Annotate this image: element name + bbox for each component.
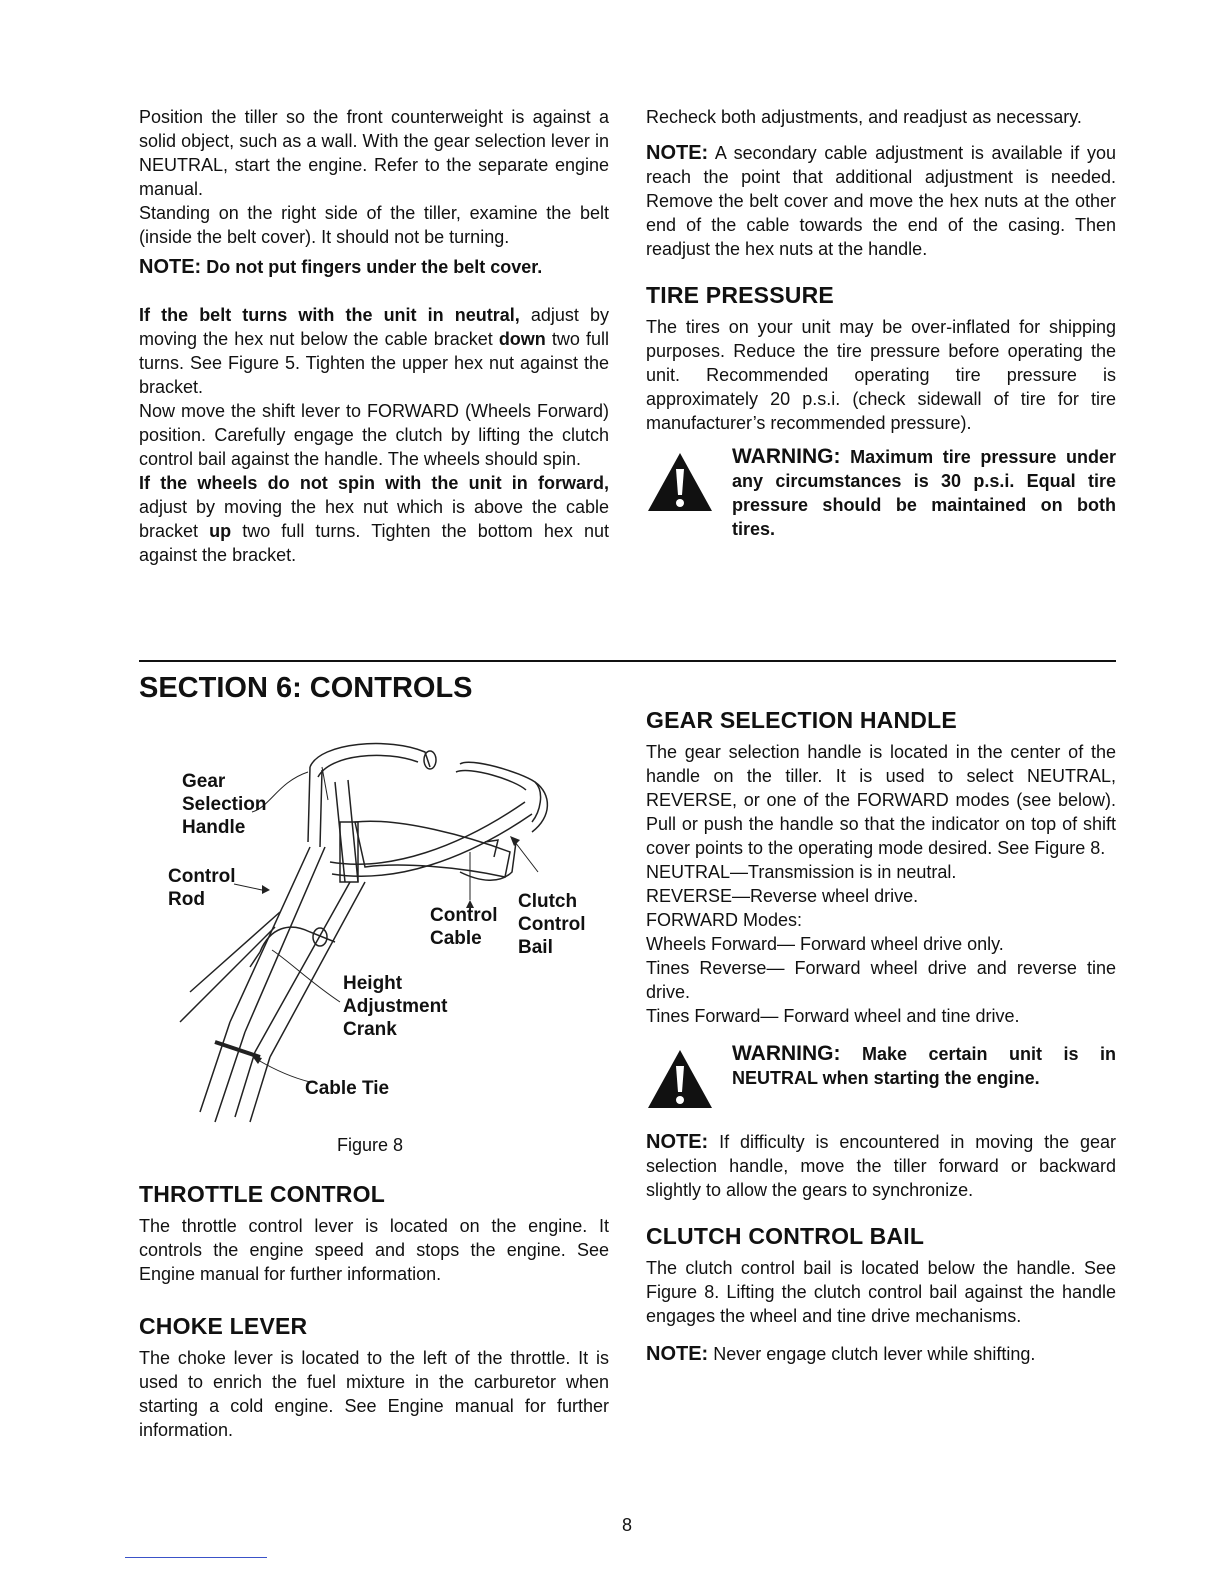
mode-tines-forward: Tines Forward— Forward wheel and tine drive. (646, 1006, 1020, 1026)
label-control-rod (168, 865, 236, 911)
label-control-cable (430, 904, 498, 950)
heading-throttle-control: THROTTLE CONTROL (139, 1181, 385, 1207)
warning-triangle-icon (646, 451, 714, 513)
paragraph-choke: The choke lever is located to the left of the throttle. It is used to enrich the fuel mixture in the carburetor when starting a cold engine. See Engine manual for further information. (139, 1348, 609, 1440)
note-synchronize (646, 1130, 1116, 1202)
paragraph-clutch: The clutch control bail is located below the handle. See Figure 8. Lifting the clutch control bail against the handle engages the wheel and tine drive mechanisms. (646, 1258, 1116, 1326)
note-label: NOTE: (139, 256, 202, 278)
footer-line (125, 1557, 267, 1558)
page-number: 8 (622, 1515, 633, 1535)
note-clutch-shifting (646, 1342, 1116, 1366)
paragraph-standing-right-side: Standing on the right side of the tiller, examine the belt (inside the belt cover). It should not be turning. (139, 203, 609, 247)
mode-reverse: REVERSE—Reverse wheel drive. (646, 886, 919, 906)
label-line: Cable (430, 928, 482, 949)
paragraph-tire-pressure: The tires on your unit may be over-inflated for shipping purposes. Reduce the tire pressure before operating the unit. Recommended operating tire pressure is approximately 20 p.s.i. (check sidewall of tire for tire manufacturer’s recommended pressure). (646, 317, 1116, 433)
label-line: Clutch (518, 891, 578, 912)
label-line: Control (518, 914, 586, 935)
note-label: NOTE: (646, 142, 709, 164)
paragraph-shift-forward: Now move the shift lever to FORWARD (Wheels Forward) position. Carefully engage the clutch by lifting the clutch control bail against the handle. The wheels should spin. (139, 401, 609, 469)
note-text: Never engage clutch lever while shifting. (708, 1344, 1036, 1364)
paragraph-gear-selection: The gear selection handle is located in the center of the handle on the tiller. It is used to select NEUTRAL, REVERSE, or one of the FORWARD modes (see below). Pull or push the handle so that the indicator on top of shift cover points to the operating mode desired. See Figure 8. (646, 742, 1116, 858)
text-part: two full turns. See Figure 5. Tighten the upper hex nut against the bracket. (139, 329, 609, 397)
note-text: If difficulty is encountered in moving the gear selection handle, move the tiller forward or backward slightly to allow the gears to synchronize. (646, 1132, 1116, 1200)
label-line: Handle (182, 817, 246, 838)
label-line: Adjustment (343, 996, 448, 1017)
label-line: Control (168, 866, 236, 887)
heading-choke-lever: CHOKE LEVER (139, 1313, 308, 1339)
mode-wheels-forward: Wheels Forward— Forward wheel drive only. (646, 934, 1004, 954)
bold-word: up (209, 521, 232, 541)
label-height-adjustment-crank (343, 972, 448, 1041)
note-fingers (139, 255, 609, 279)
warning-text (732, 1042, 1116, 1090)
left-top-column (139, 105, 609, 567)
warning-text (732, 445, 1116, 541)
paragraph-throttle: The throttle control lever is located on the engine. It controls the engine speed and stops the engine. See Engine manual for further information. (139, 1216, 609, 1284)
label-line: Selection (182, 794, 267, 815)
right-bottom-column (646, 708, 1116, 1366)
warning-label: WARNING: (732, 445, 841, 468)
text-part: adjust by moving the hex nut which is above the cable bracket (139, 497, 609, 541)
text-part: two full turns. Tighten the bottom hex nut against the bracket. (139, 521, 610, 565)
note-label: NOTE: (646, 1343, 709, 1365)
warning-triangle-icon (646, 1048, 714, 1110)
warning-body: Make certain unit is in NEUTRAL when starting the engine. (732, 1044, 1116, 1088)
label-line: Bail (518, 937, 553, 958)
bold-lead: If the wheels do not spin with the unit in forward, (139, 473, 609, 493)
label-line: Height (343, 973, 403, 994)
note-label: NOTE: (646, 1131, 709, 1153)
section-title: SECTION 6: CONTROLS (139, 672, 473, 704)
warning-tire-pressure (646, 445, 1116, 541)
note-text: A secondary cable adjustment is available if you reach the point that additional adjustment is needed. Remove the belt cover and move the hex nuts at the other end of the cable towards the end of the casing. Then readjust the hex nuts at the handle. (646, 143, 1116, 259)
label-line: Crank (343, 1019, 397, 1040)
label-clutch-control-bail (518, 890, 586, 959)
label-cable-tie: Cable Tie (305, 1078, 390, 1099)
figure-caption: Figure 8 (337, 1135, 404, 1155)
heading-clutch-control-bail: CLUTCH CONTROL BAIL (646, 1223, 925, 1249)
paragraph-recheck: Recheck both adjustments, and readjust as necessary. (646, 107, 1082, 127)
bold-word: down (498, 329, 546, 349)
note-text: Do not put fingers under the belt cover. (206, 257, 543, 277)
section-divider (139, 660, 1116, 662)
mode-forward-heading: FORWARD Modes: (646, 910, 803, 930)
bold-lead: If the belt turns with the unit in neutral, (139, 305, 520, 325)
figure-8 (160, 722, 620, 1132)
left-bottom-column (139, 1182, 609, 1442)
paragraph-wheels-spin (139, 471, 609, 567)
heading-gear-selection-handle: GEAR SELECTION HANDLE (646, 707, 957, 733)
warning-body: Maximum tire pressure under any circumstances is 30 p.s.i. Equal tire pressure should be maintained on both tires. (732, 447, 1116, 539)
text-part: adjust by moving the hex nut below the cable bracket (139, 305, 610, 349)
note-secondary-cable (646, 141, 1116, 261)
right-top-column (646, 105, 1116, 541)
label-gear-selection-handle (182, 770, 266, 839)
paragraph-position-tiller: Position the tiller so the front counterweight is against a solid object, such as a wall. With the gear selection lever in NEUTRAL, start the engine. Refer to the separate engine manual. (139, 107, 609, 199)
warning-neutral (646, 1042, 1116, 1126)
label-line: Rod (168, 889, 205, 910)
label-line: Control (430, 905, 498, 926)
label-line: Gear (182, 771, 226, 792)
heading-tire-pressure: TIRE PRESSURE (646, 282, 834, 308)
mode-neutral: NEUTRAL—Transmission is in neutral. (646, 862, 957, 882)
warning-label: WARNING: (732, 1042, 841, 1065)
paragraph-belt-turns (139, 303, 609, 399)
mode-tines-reverse: Tines Reverse— Forward wheel drive and reverse tine drive. (646, 958, 1116, 1002)
